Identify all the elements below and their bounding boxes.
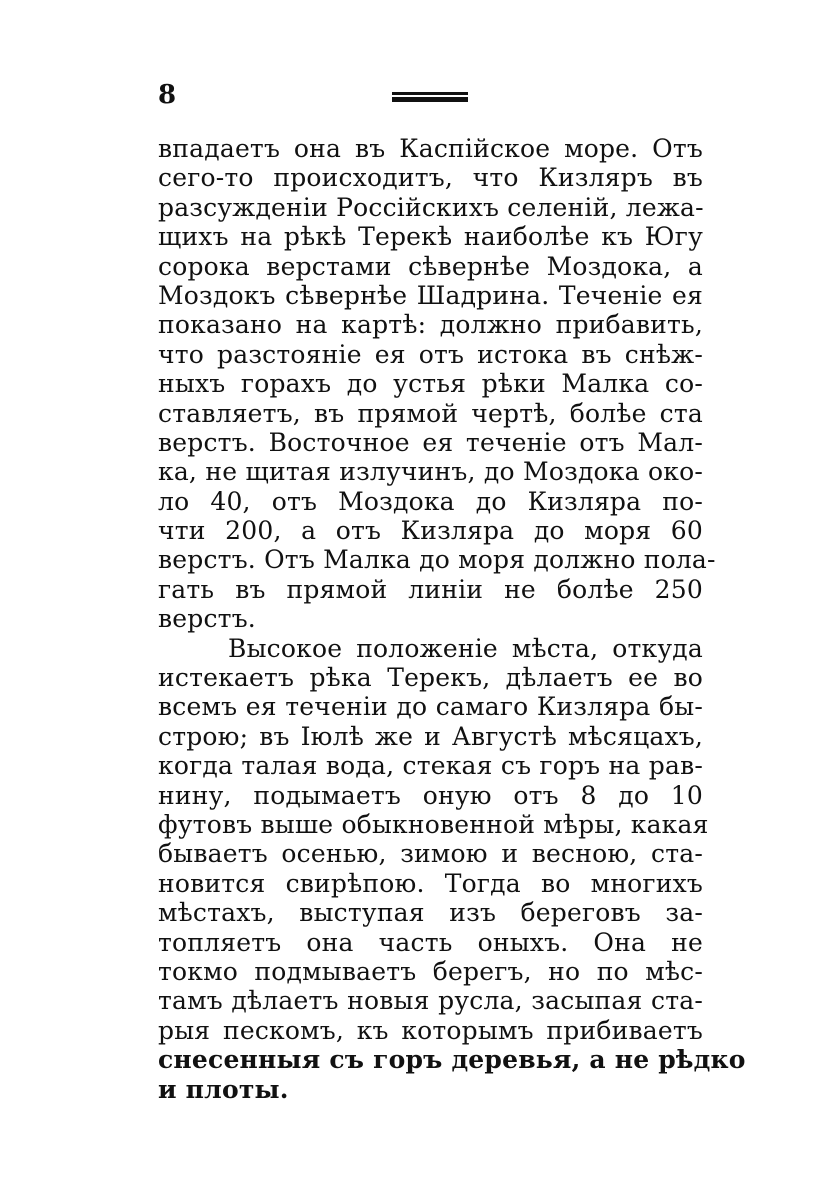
text-line: снесенныя съ горъ деревья, а не рѣдко — [158, 1045, 746, 1075]
text-line: мѣстахъ, выступая изъ береговъ за- — [158, 898, 703, 928]
text-line: ставляетъ, въ прямой чертѣ, болѣе ста — [158, 398, 703, 428]
text-line: сего-то происходитъ, что Кизляръ въ — [158, 163, 703, 193]
page-number: 8 — [158, 80, 177, 110]
text-line: верстъ. Отъ Малка до моря должно пола- — [158, 545, 716, 575]
text-line: токмо подмываетъ берегъ, но по мѣс- — [158, 956, 703, 986]
text-line: щихъ на рѣкѣ Терекѣ наиболѣе къ Югу — [158, 222, 703, 252]
text-line: истекаетъ рѣка Терекъ, дѣлаетъ ее во — [158, 663, 703, 693]
text-line: верстъ. Восточное ея теченіе отъ Мал- — [158, 427, 703, 457]
text-line: показано на картѣ: должно прибавить, — [158, 310, 703, 340]
header-rule-thick-bar — [392, 97, 468, 102]
text-line: ло 40, отъ Моздока до Кизляра по- — [158, 486, 703, 516]
text-line: всемъ ея теченіи до самаго Кизляра бы- — [158, 692, 703, 722]
text-line: верстъ. — [158, 604, 256, 634]
text-line: топляетъ она часть оныхъ. Она не — [158, 927, 703, 957]
paragraph — [158, 633, 746, 1104]
paragraph — [158, 134, 716, 634]
text-line: сорока верстами сѣвернѣе Моздока, а — [158, 251, 703, 281]
body-text — [158, 134, 746, 1104]
text-line: Моздокъ сѣвернѣе Шадрина. Теченіе ея — [158, 280, 703, 310]
text-line: ка, не щитая излучинъ, до Моздока око- — [158, 457, 703, 487]
text-line: когда талая вода, стекая съ горъ на рав- — [158, 751, 703, 781]
text-line: впадаетъ она въ Каспійское море. Отъ — [158, 134, 703, 163]
text-line: что разстояніе ея отъ истока въ снѣж- — [158, 339, 703, 369]
text-line: бываетъ осенью, зимою и весною, ста- — [158, 839, 703, 869]
text-line: Высокое положеніе мѣста, откуда — [228, 633, 703, 663]
header-rule-thin-bar — [392, 92, 468, 95]
text-line: ныхъ горахъ до устья рѣки Малка со- — [158, 369, 703, 399]
text-line: нину, подымаетъ оную отъ 8 до 10 — [158, 780, 703, 810]
text-line: чти 200, а отъ Кизляра до моря 60 — [158, 516, 703, 546]
text-line: рыя пескомъ, къ которымъ прибиваетъ — [158, 1015, 703, 1045]
header-ornament-rule — [392, 92, 468, 104]
text-line: строю; въ Іюлѣ же и Августѣ мѣсяцахъ, — [158, 721, 703, 751]
text-line: разсужденіи Россійскихъ селеній, лежа- — [158, 192, 704, 222]
text-line: гать въ прямой линіи не болѣе 250 — [158, 574, 703, 604]
text-line: тамъ дѣлаетъ новыя русла, засыпая ста- — [158, 986, 703, 1016]
text-line: футовъ выше обыкновенной мѣры, какая — [158, 809, 709, 839]
text-line: и плоты. — [158, 1074, 289, 1104]
text-line: новится свирѣпою. Тогда во многихъ — [158, 868, 703, 898]
